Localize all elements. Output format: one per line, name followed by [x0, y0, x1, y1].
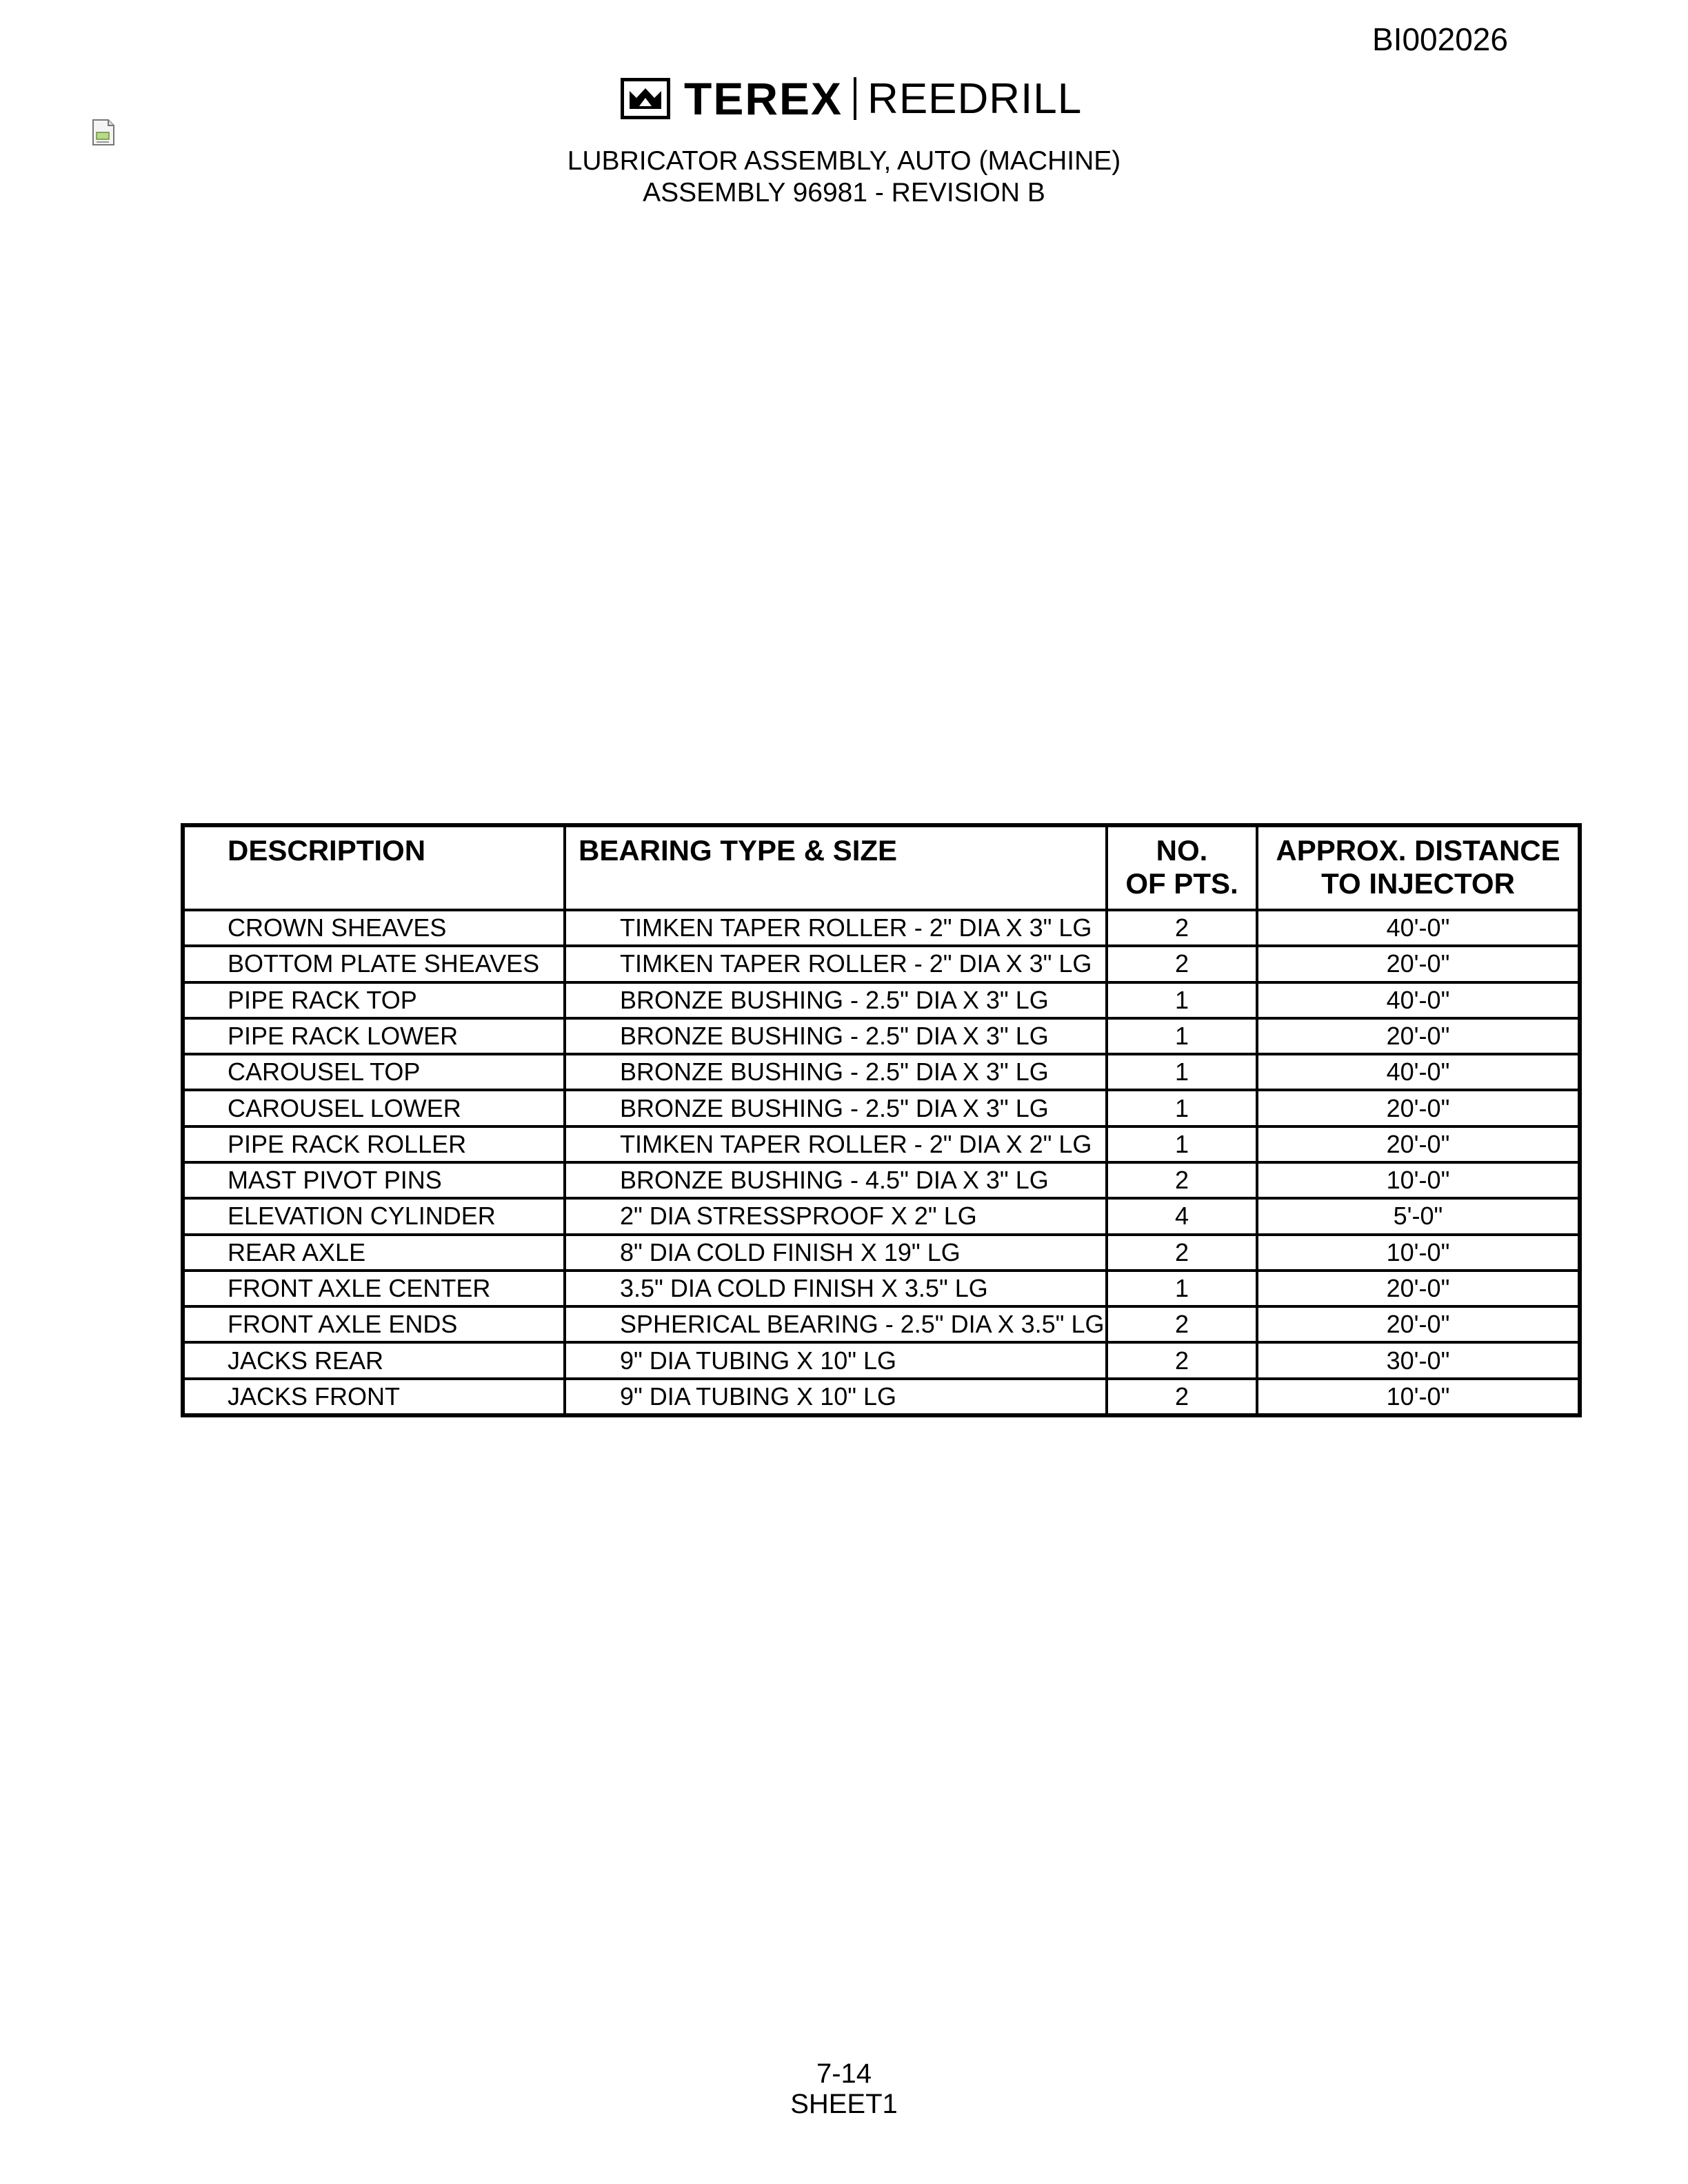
cell-bearing: TIMKEN TAPER ROLLER - 2" DIA X 3" LG — [565, 946, 1107, 982]
table-row — [185, 1306, 1578, 1342]
table-row — [185, 1235, 1578, 1271]
cell-points: 1 — [1107, 1054, 1257, 1090]
page-number: 7-14 — [816, 2059, 872, 2089]
cell-distance: 20'-0" — [1257, 1126, 1578, 1162]
cell-description: BOTTOM PLATE SHEAVES — [185, 946, 565, 982]
cell-distance: 20'-0" — [1257, 1018, 1578, 1054]
cell-description: MAST PIVOT PINS — [185, 1162, 565, 1198]
cell-distance: 10'-0" — [1257, 1379, 1578, 1413]
cell-points: 2 — [1107, 1235, 1257, 1271]
cell-description: ELEVATION CYLINDER — [185, 1198, 565, 1234]
cell-description: REAR AXLE — [185, 1235, 565, 1271]
logo-product: REEDRILL — [867, 74, 1083, 123]
cell-description: CAROUSEL TOP — [185, 1054, 565, 1090]
cell-bearing: BRONZE BUSHING - 4.5" DIA X 3" LG — [565, 1162, 1107, 1198]
cell-description: PIPE RACK TOP — [185, 982, 565, 1018]
cell-points: 1 — [1107, 1090, 1257, 1126]
cell-description: CAROUSEL LOWER — [185, 1090, 565, 1126]
cell-distance: 40'-0" — [1257, 910, 1578, 946]
cell-bearing: TIMKEN TAPER ROLLER - 2" DIA X 2" LG — [565, 1126, 1107, 1162]
cell-bearing: 9" DIA TUBING X 10" LG — [565, 1342, 1107, 1378]
cell-distance: 20'-0" — [1257, 1306, 1578, 1342]
table-row — [185, 910, 1578, 946]
document-attachment-icon[interactable] — [91, 119, 116, 146]
table-row — [185, 1054, 1578, 1090]
cell-points: 1 — [1107, 1126, 1257, 1162]
lubrication-points-table — [181, 823, 1582, 1417]
terex-reedrill-logo — [621, 74, 1082, 123]
cell-description: JACKS REAR — [185, 1342, 565, 1378]
document-title: LUBRICATOR ASSEMBLY, AUTO (MACHINE) — [567, 146, 1121, 176]
terex-crown-logo-icon — [621, 78, 670, 119]
cell-points: 2 — [1107, 946, 1257, 982]
cell-distance: 20'-0" — [1257, 1271, 1578, 1306]
cell-description: FRONT AXLE ENDS — [185, 1306, 565, 1342]
cell-distance: 5'-0" — [1257, 1198, 1578, 1234]
cell-distance: 40'-0" — [1257, 1054, 1578, 1090]
cell-points: 2 — [1107, 910, 1257, 946]
column-header-distance: APPROX. DISTANCE TO INJECTOR — [1257, 827, 1578, 910]
cell-bearing: BRONZE BUSHING - 2.5" DIA X 3" LG — [565, 982, 1107, 1018]
cell-bearing: BRONZE BUSHING - 2.5" DIA X 3" LG — [565, 1018, 1107, 1054]
cell-bearing: 9" DIA TUBING X 10" LG — [565, 1379, 1107, 1413]
logo-brand: TEREX — [684, 73, 843, 124]
table-row — [185, 1271, 1578, 1306]
table-row — [185, 1379, 1578, 1413]
column-header-points: NO. OF PTS. — [1107, 827, 1257, 910]
cell-distance: 10'-0" — [1257, 1162, 1578, 1198]
cell-points: 1 — [1107, 1018, 1257, 1054]
table-row — [185, 1162, 1578, 1198]
table-row — [185, 1126, 1578, 1162]
table-row — [185, 1198, 1578, 1234]
cell-bearing: BRONZE BUSHING - 2.5" DIA X 3" LG — [565, 1090, 1107, 1126]
cell-distance: 30'-0" — [1257, 1342, 1578, 1378]
cell-description: JACKS FRONT — [185, 1379, 565, 1413]
logo-divider — [854, 77, 856, 120]
column-header-description: DESCRIPTION — [185, 827, 565, 910]
cell-points: 2 — [1107, 1162, 1257, 1198]
cell-distance: 40'-0" — [1257, 982, 1578, 1018]
table-row — [185, 946, 1578, 982]
cell-bearing: 2" DIA STRESSPROOF X 2" LG — [565, 1198, 1107, 1234]
cell-points: 1 — [1107, 982, 1257, 1018]
table-row — [185, 1342, 1578, 1378]
column-header-bearing: BEARING TYPE & SIZE — [565, 827, 1107, 910]
cell-points: 1 — [1107, 1271, 1257, 1306]
cell-description: PIPE RACK ROLLER — [185, 1126, 565, 1162]
cell-description: PIPE RACK LOWER — [185, 1018, 565, 1054]
cell-distance: 10'-0" — [1257, 1235, 1578, 1271]
cell-points: 4 — [1107, 1198, 1257, 1234]
cell-points: 2 — [1107, 1379, 1257, 1413]
cell-description: CROWN SHEAVES — [185, 910, 565, 946]
cell-description: FRONT AXLE CENTER — [185, 1271, 565, 1306]
document-id: BI002026 — [1372, 21, 1508, 57]
table-row — [185, 1090, 1578, 1126]
table-row — [185, 1018, 1578, 1054]
cell-points: 2 — [1107, 1342, 1257, 1378]
cell-bearing: 8" DIA COLD FINISH X 19" LG — [565, 1235, 1107, 1271]
sheet-label: SHEET1 — [790, 2089, 898, 2119]
cell-distance: 20'-0" — [1257, 1090, 1578, 1126]
cell-bearing: TIMKEN TAPER ROLLER - 2" DIA X 3" LG — [565, 910, 1107, 946]
cell-bearing: 3.5" DIA COLD FINISH X 3.5" LG — [565, 1271, 1107, 1306]
cell-points: 2 — [1107, 1306, 1257, 1342]
table-header-row — [185, 827, 1578, 910]
document-subtitle: ASSEMBLY 96981 - REVISION B — [643, 178, 1045, 208]
table-row — [185, 982, 1578, 1018]
cell-distance: 20'-0" — [1257, 946, 1578, 982]
cell-bearing: BRONZE BUSHING - 2.5" DIA X 3" LG — [565, 1054, 1107, 1090]
cell-bearing: SPHERICAL BEARING - 2.5" DIA X 3.5" LG — [565, 1306, 1107, 1342]
